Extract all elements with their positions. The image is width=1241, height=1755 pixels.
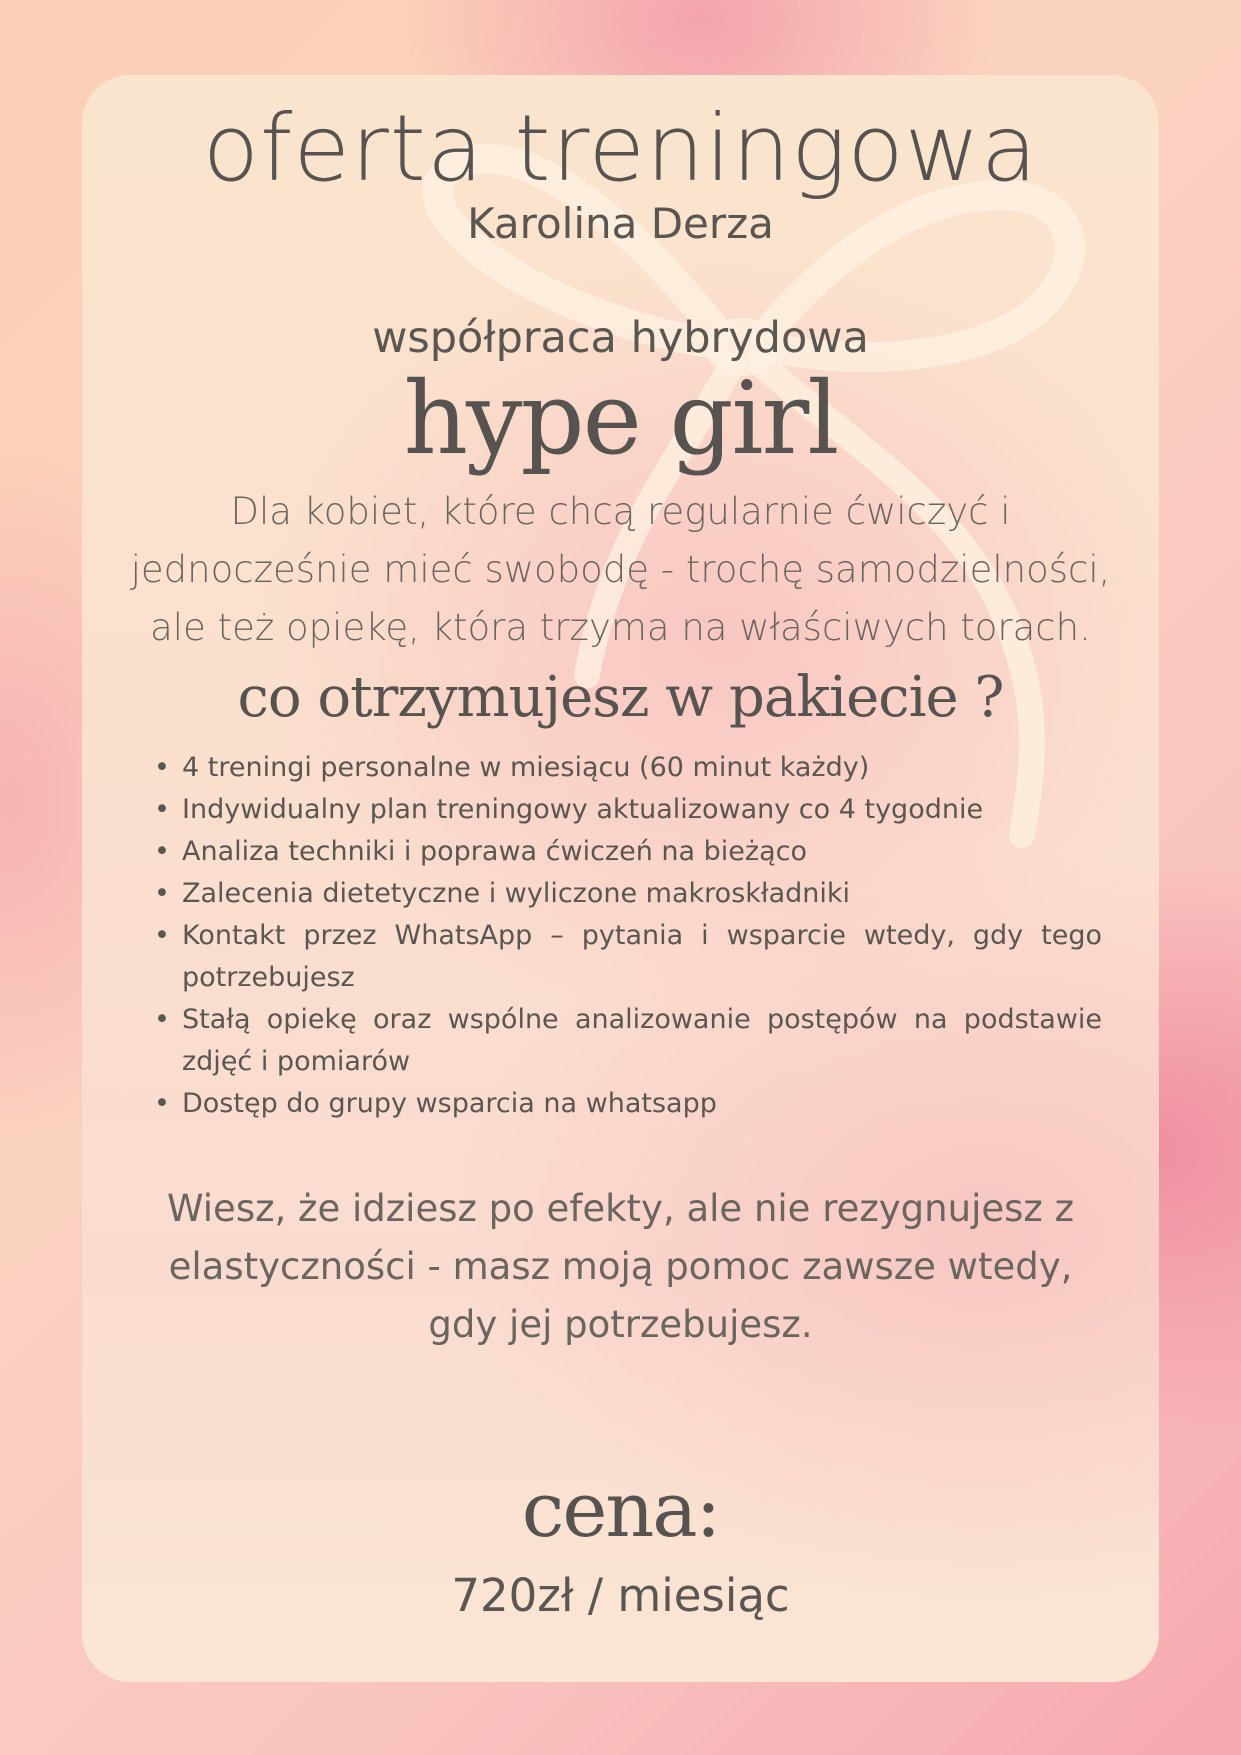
bullet-icon: • (154, 1004, 170, 1035)
price-label: cena: (521, 1465, 720, 1554)
bullet-icon: • (154, 1088, 170, 1119)
bullet-icon: • (154, 836, 170, 867)
closing-line: Wiesz, że idziesz po efekty, ale nie rezygnujesz z (167, 1187, 1074, 1230)
offer-card (82, 75, 1159, 1682)
list-item-text: Zalecenia dietetyczne i wyliczone makroskładniki (182, 878, 850, 909)
author-name: Karolina Derza (467, 199, 774, 248)
bullet-icon: • (154, 752, 170, 783)
list-item (154, 915, 1102, 999)
closing-line: gdy jej potrzebujesz. (428, 1303, 813, 1346)
list-item (154, 789, 1102, 831)
list-item (154, 999, 1102, 1083)
list-item-text: Dostęp do grupy wsparcia na whatsapp (182, 1088, 717, 1119)
list-item-text: Indywidualny plan treningowy aktualizowany co 4 tygodnie (182, 794, 984, 825)
intro-line: Dla kobiet, które chcą regularnie ćwiczyć i (230, 490, 1011, 533)
bullet-icon: • (154, 878, 170, 909)
list-item-text: 4 treningi personalne w miesiącu (60 minut każdy) (182, 752, 870, 783)
list-item-text: Analiza techniki i poprawa ćwiczeń na bieżąco (182, 836, 807, 867)
closing-text (82, 1180, 1159, 1354)
intro-line: jednocześnie mieć swobodę - trochę samodzielności, (130, 548, 1111, 591)
list-item-text: Stałą opiekę oraz wspólne analizowanie postępów na podstawie zdjęć i pomiarów (182, 1004, 1102, 1077)
list-item (154, 873, 1102, 915)
bullet-icon: • (154, 794, 170, 825)
package-name: hype girl (403, 360, 838, 477)
list-item (154, 747, 1102, 789)
benefits-heading: co otrzymujesz w pakiecie ? (237, 665, 1004, 730)
list-item-text: Kontakt przez WhatsApp – pytania i wsparcie wtedy, gdy tego potrzebujesz (182, 920, 1102, 993)
intro-line: ale też opiekę, która trzyma na właściwych torach. (150, 606, 1091, 649)
price-value: 720zł / miesiąc (451, 1569, 790, 1622)
page-title: oferta treningowa (202, 95, 1039, 202)
closing-line: elastyczności - masz moją pomoc zawsze wtedy, (168, 1245, 1073, 1288)
offer-subtitle: współpraca hybrydowa (372, 313, 869, 363)
bullet-icon: • (154, 920, 170, 951)
offer-intro (82, 483, 1159, 657)
list-item (154, 831, 1102, 873)
benefits-list (154, 747, 1102, 1125)
list-item (154, 1083, 1102, 1125)
